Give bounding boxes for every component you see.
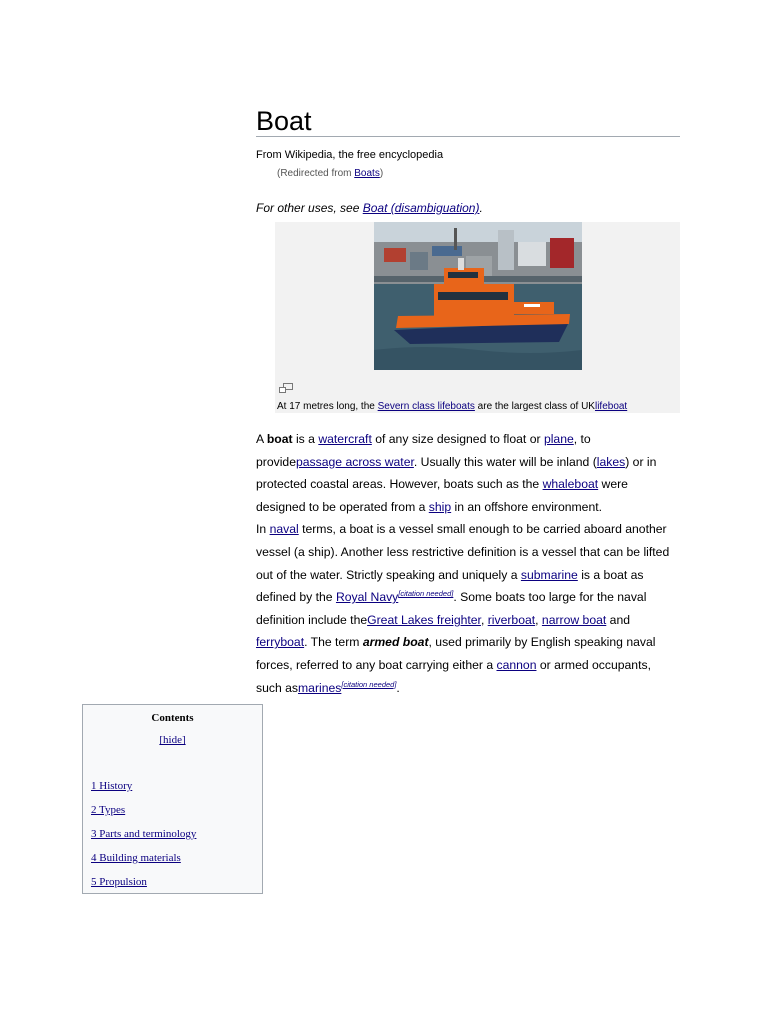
ship-link[interactable]: ship — [428, 499, 452, 514]
lifeboat-photo[interactable] — [374, 222, 582, 370]
toc-link-parts[interactable]: 3 Parts and terminology — [91, 828, 197, 840]
marines-link[interactable]: marines — [298, 680, 342, 695]
citation-needed-1 — [398, 589, 453, 598]
toc-hide-toggle — [83, 734, 262, 746]
toc-item-types — [91, 798, 196, 822]
toc-item-history — [91, 774, 196, 798]
title-divider — [256, 136, 680, 137]
severn-class-link[interactable]: Severn class lifeboats — [377, 401, 475, 412]
toc-hide-link[interactable]: [hide] — [159, 734, 186, 746]
toc-item-materials — [91, 846, 196, 870]
page-title: Boat — [256, 106, 312, 136]
cannon-link[interactable]: cannon — [496, 657, 537, 672]
narrow-boat-link[interactable]: narrow boat — [541, 612, 607, 627]
whaleboat-link[interactable]: whaleboat — [542, 477, 599, 492]
submarine-link[interactable]: submarine — [520, 567, 578, 582]
passage-across-water-link[interactable]: passage across water — [295, 454, 414, 469]
ferryboat-link[interactable]: ferryboat — [256, 635, 305, 650]
toc-item-propulsion — [91, 870, 196, 894]
lakes-link[interactable]: lakes — [596, 454, 626, 469]
naval-link[interactable]: naval — [269, 522, 299, 537]
table-of-contents — [82, 704, 263, 894]
redirect-note: (Redirected from Boats) — [277, 168, 384, 179]
toc-link-propulsion[interactable]: 5 Propulsion — [91, 876, 147, 888]
hatnote: For other uses, see Boat (disambiguation). — [256, 201, 483, 215]
toc-title: Contents — [151, 712, 194, 724]
site-tagline: From Wikipedia, the free encyclopedia — [256, 149, 444, 161]
plane-link[interactable]: plane — [543, 432, 574, 446]
redirect-source-link[interactable]: Boats — [354, 168, 380, 179]
great-lakes-freighter-link[interactable]: Great Lakes freighter — [367, 612, 481, 627]
toc-list — [91, 774, 196, 894]
magnify-clip-icon[interactable] — [279, 380, 293, 390]
image-caption: At 17 metres long, the Severn class lifeboats are the largest class of UKlifeboat — [277, 401, 628, 412]
paragraph-2: In naval terms, a boat is a vessel small enough to be carried aboard another vessel (a ship). Another less restrictive definition is a vessel that can be lifted out of the water. Strictly speaking and uniquely a submarine is a boat as defined by the Royal Navy[citation needed]. Some boats too large for the naval definition include theGreat Lakes freighter, riverboat, narrow boat and ferryboat. The term armed boat, used primarily by English speaking naval forces, referred to any boat carrying either a cannon or armed occupants, such asmarines[citation needed]. — [256, 522, 670, 695]
toc-link-materials[interactable]: 4 Building materials — [91, 852, 181, 864]
paragraph-1: A boat is a watercraft of any size designed to float or plane, to providepassage across water. Usually this water will be inland (lakes) or in protected coastal areas. However, boats such as the whaleboat were designed to be operated from a ship in an offshore environment. — [256, 432, 657, 514]
lifeboat-link[interactable]: lifeboat — [594, 401, 628, 412]
disambiguation-link[interactable]: Boat (disambiguation) — [362, 201, 480, 215]
toc-link-types[interactable]: 2 Types — [91, 804, 126, 816]
citation-needed-2 — [341, 680, 396, 689]
article-lead — [256, 428, 680, 699]
riverboat-link[interactable]: riverboat — [487, 612, 536, 627]
toc-link-history[interactable]: 1 History — [91, 780, 133, 792]
armed-boat-term: armed boat — [362, 635, 429, 650]
watercraft-link[interactable]: watercraft — [318, 432, 372, 446]
toc-item-parts — [91, 822, 196, 846]
royal-navy-link[interactable]: Royal Navy — [335, 590, 399, 605]
citation-needed-link-2[interactable]: [citation needed] — [341, 679, 397, 689]
citation-needed-link-1[interactable]: [citation needed] — [398, 589, 454, 599]
